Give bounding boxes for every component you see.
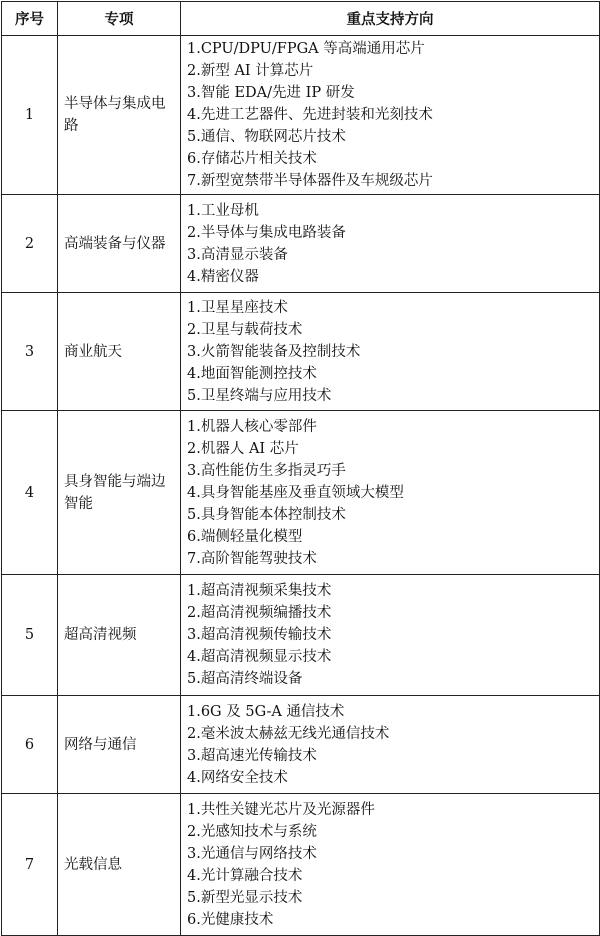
row-topic: 网络与通信 <box>58 696 181 794</box>
direction-item: 4.超高清视频显示技术 <box>187 649 332 665</box>
header-seq: 序号 <box>2 2 58 36</box>
support-directions-table <box>1 1 600 936</box>
row-topic: 超高清视频 <box>58 575 181 696</box>
direction-item: 4.网络安全技术 <box>187 769 288 786</box>
row-directions <box>181 696 600 794</box>
row-seq: 7 <box>2 794 58 936</box>
direction-item: 3.高清显示装备 <box>187 246 288 263</box>
direction-item: 3.超高速光传输技术 <box>187 747 317 764</box>
row-topic: 半导体与集成电路 <box>58 36 181 195</box>
row-topic: 商业航天 <box>58 293 181 411</box>
direction-item: 1.机器人核心零部件 <box>187 418 317 435</box>
table-row <box>2 794 600 936</box>
table-row <box>2 36 600 195</box>
direction-item: 2.毫米波太赫兹无线光通信技术 <box>187 725 390 742</box>
direction-item: 3.火箭智能装备及控制技术 <box>187 343 361 360</box>
direction-item: 3.超高清视频传输技术 <box>187 627 332 643</box>
direction-item: 5.超高清终端设备 <box>187 671 303 687</box>
direction-item: 2.卫星与载荷技术 <box>187 321 303 338</box>
direction-item: 5.具身智能本体控制技术 <box>187 506 346 523</box>
row-topic: 具身智能与端边智能 <box>58 411 181 575</box>
table-row <box>2 411 600 575</box>
row-seq: 6 <box>2 696 58 794</box>
direction-item: 2.新型 AI 计算芯片 <box>187 63 314 79</box>
direction-item: 6.端侧轻量化模型 <box>187 528 303 545</box>
table-row <box>2 195 600 293</box>
table-row <box>2 293 600 411</box>
row-directions <box>181 293 600 411</box>
direction-item: 1.6G 及 5G-A 通信技术 <box>187 703 345 720</box>
direction-item: 7.高阶智能驾驶技术 <box>187 550 317 567</box>
table-row <box>2 696 600 794</box>
direction-list <box>187 701 595 789</box>
direction-item: 4.光计算融合技术 <box>187 867 303 884</box>
direction-item: 6.存储芯片相关技术 <box>187 151 317 167</box>
direction-item: 1.超高清视频采集技术 <box>187 583 332 599</box>
table-row <box>2 575 600 696</box>
direction-item: 4.具身智能基座及垂直领域大模型 <box>187 484 404 501</box>
direction-item: 7.新型宽禁带半导体器件及车规级芯片 <box>187 173 433 189</box>
direction-item: 4.精密仪器 <box>187 268 259 285</box>
row-directions <box>181 36 600 195</box>
direction-item: 1.工业母机 <box>187 202 259 219</box>
direction-item: 1.共性关键光芯片及光源器件 <box>187 801 375 818</box>
direction-item: 3.高性能仿生多指灵巧手 <box>187 462 346 479</box>
direction-item: 5.新型光显示技术 <box>187 889 303 906</box>
row-topic: 光载信息 <box>58 794 181 936</box>
direction-item: 1.卫星星座技术 <box>187 299 288 316</box>
row-seq: 3 <box>2 293 58 411</box>
direction-item: 3.智能 EDA/先进 IP 研发 <box>187 85 355 101</box>
direction-item: 5.卫星终端与应用技术 <box>187 387 332 404</box>
direction-list <box>187 200 595 288</box>
header-direction: 重点支持方向 <box>181 2 600 36</box>
direction-list <box>187 580 595 690</box>
row-directions <box>181 195 600 293</box>
row-seq: 5 <box>2 575 58 696</box>
row-seq: 4 <box>2 411 58 575</box>
direction-list <box>187 799 595 931</box>
table-body <box>2 36 600 936</box>
direction-item: 3.光通信与网络技术 <box>187 845 317 862</box>
header-topic: 专项 <box>58 2 181 36</box>
row-directions <box>181 575 600 696</box>
direction-item: 2.超高清视频编播技术 <box>187 605 332 621</box>
row-seq: 1 <box>2 36 58 195</box>
direction-list <box>187 297 595 407</box>
row-seq: 2 <box>2 195 58 293</box>
direction-item: 2.机器人 AI 芯片 <box>187 440 299 457</box>
direction-item: 4.地面智能测控技术 <box>187 365 317 382</box>
header-row <box>2 2 600 36</box>
direction-item: 5.通信、物联网芯片技术 <box>187 129 346 145</box>
row-directions <box>181 411 600 575</box>
direction-item: 4.先进工艺器件、先进封装和光刻技术 <box>187 107 433 123</box>
row-directions <box>181 794 600 936</box>
row-topic: 高端装备与仪器 <box>58 195 181 293</box>
direction-list <box>187 38 595 192</box>
direction-item: 2.半导体与集成电路装备 <box>187 224 346 241</box>
direction-list <box>187 416 595 570</box>
direction-item: 6.光健康技术 <box>187 911 274 928</box>
direction-item: 2.光感知技术与系统 <box>187 823 317 840</box>
direction-item: 1.CPU/DPU/FPGA 等高端通用芯片 <box>187 41 425 57</box>
